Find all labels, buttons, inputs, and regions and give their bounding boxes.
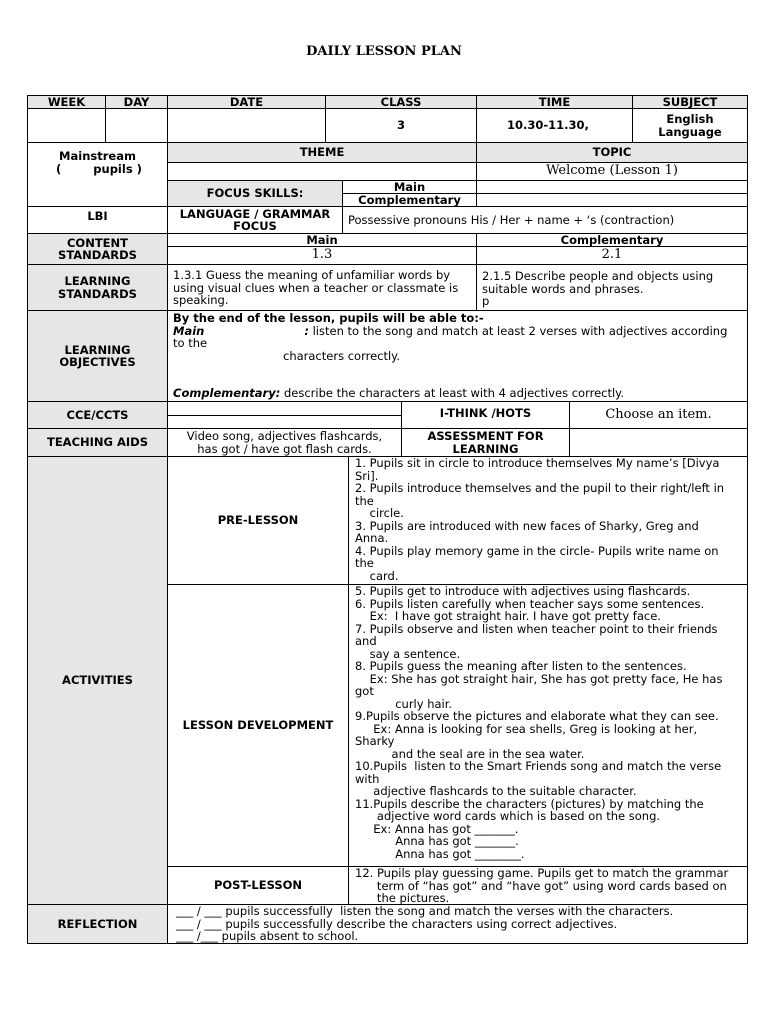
lbi-label: LBI xyxy=(27,206,168,234)
objectives-comp-text: describe the characters at least with 4 adjectives correctly. xyxy=(280,386,625,400)
content-comp-label: Complementary xyxy=(476,233,748,247)
learning-standard-comp[interactable] xyxy=(476,264,748,311)
day-value[interactable] xyxy=(105,108,168,143)
objectives-main-text2: characters correctly. xyxy=(283,348,400,363)
objectives-intro: By the end of the lesson, pupils will be able to:- xyxy=(173,311,484,325)
dev-line: adjective flashcards to the suitable character. xyxy=(355,784,637,798)
post-lesson-content[interactable] xyxy=(348,866,748,905)
date-value[interactable] xyxy=(167,108,326,143)
cce-label: CCE/CCTS xyxy=(27,401,168,429)
subject-line-1: English xyxy=(666,112,714,126)
focus-main-label: Main xyxy=(342,180,477,194)
day-header: DAY xyxy=(105,95,168,109)
learning-objectives-value[interactable] xyxy=(167,310,748,402)
assessment-label: ASSESSMENT FOR LEARNING xyxy=(401,428,570,457)
reflection-label: REFLECTION xyxy=(27,904,168,944)
learning-standard-comp-extra: p xyxy=(482,294,490,308)
dev-line: Anna has got _______. xyxy=(355,834,519,848)
dev-line: Ex: I have got straight hair. I have got pretty face. xyxy=(355,609,661,623)
pre-line: Sri]. xyxy=(355,468,379,483)
class-header: CLASS xyxy=(325,95,477,109)
post-line: the pictures. xyxy=(355,891,450,905)
pre-line: the xyxy=(355,493,374,508)
dev-line: 11.Pupils describe the characters (pictures) by matching the xyxy=(355,796,704,811)
ithink-select[interactable]: Choose an item. xyxy=(569,401,748,429)
topic-header: TOPIC xyxy=(476,142,748,163)
dev-line: adjective word cards which is based on the song. xyxy=(355,809,661,823)
lesson-development-content[interactable] xyxy=(348,584,748,867)
dev-line: Anna has got ________. xyxy=(355,846,525,861)
dev-line: 7. Pupils observe and listen when teacher point to their friends xyxy=(355,621,718,636)
dev-line: curly hair. xyxy=(355,696,453,711)
pre-lesson-label: PRE-LESSON xyxy=(167,456,349,585)
dev-line: Ex: Anna is looking for sea shells, Greg is looking at her, xyxy=(355,721,698,736)
date-header: DATE xyxy=(167,95,326,109)
dev-line: got xyxy=(355,684,374,698)
pre-lesson-content[interactable] xyxy=(348,456,748,585)
page-title: DAILY LESSON PLAN xyxy=(306,44,462,59)
mainstream-cell xyxy=(27,142,168,207)
focus-skills-label: FOCUS SKILLS: xyxy=(167,180,343,207)
mainstream-label: Mainstream xyxy=(59,149,136,163)
grammar-focus-value[interactable]: Possessive pronouns His / Her + name + ‘s (contraction) xyxy=(342,206,748,234)
week-header: WEEK xyxy=(27,95,106,109)
activities-label: ACTIVITIES xyxy=(27,456,168,905)
content-standards-label: CONTENT STANDARDS xyxy=(27,233,168,265)
dev-line: 10.Pupils listen to the Smart Friends song and match the verse xyxy=(355,759,722,773)
objectives-main-label: Main xyxy=(173,323,205,338)
teaching-aids-line-2: has got / have got flash cards. xyxy=(197,441,372,456)
teaching-aids-label: TEACHING AIDS xyxy=(27,428,168,457)
pre-line: the xyxy=(355,556,374,570)
objectives-main-colon: : xyxy=(304,323,309,338)
grammar-focus-label: LANGUAGE / GRAMMAR FOCUS xyxy=(167,206,343,234)
teaching-aids-value[interactable] xyxy=(167,428,402,457)
content-comp-value[interactable]: 2.1 xyxy=(476,246,748,265)
topic-value[interactable]: Welcome (Lesson 1) xyxy=(476,162,748,181)
lesson-development-label: LESSON DEVELOPMENT xyxy=(167,584,349,867)
pre-line: card. xyxy=(355,568,399,583)
post-line: 12. Pupils play guessing game. Pupils get to match the grammar xyxy=(355,866,729,880)
week-value[interactable] xyxy=(27,108,106,143)
reflection-line: ___ / ___ pupils successfully listen the song and match the verses with the characters. xyxy=(176,904,674,918)
dev-line: 5. Pupils get to introduce with adjectives using flashcards. xyxy=(355,584,691,598)
dev-line: Sharky xyxy=(355,734,395,748)
dev-line: 6. Pupils listen carefully when teacher says some sentences. xyxy=(355,596,705,611)
dev-line: Ex: Anna has got _______. xyxy=(355,821,519,836)
assessment-value[interactable] xyxy=(569,428,748,457)
objectives-comp-label: Complementary: xyxy=(173,386,281,400)
post-line: term of “has got” and “have got” using word cards based on xyxy=(355,878,727,893)
focus-main-value[interactable] xyxy=(476,180,748,194)
focus-comp-value[interactable] xyxy=(476,193,748,207)
dev-line: 9.Pupils observe the pictures and elaborate what they can see. xyxy=(355,709,719,723)
content-main-label: Main xyxy=(167,233,477,247)
dev-line: and the seal are in the sea water. xyxy=(355,746,585,761)
cce-value-1[interactable] xyxy=(167,401,402,416)
dev-line: say a sentence. xyxy=(355,646,461,661)
ithink-label: I-THINK /HOTS xyxy=(401,401,570,429)
mainstream-pupils: ( pupils ) xyxy=(56,161,142,176)
time-value[interactable]: 10.30-11.30, xyxy=(476,108,633,143)
content-main-value[interactable]: 1.3 xyxy=(167,246,477,265)
learning-objectives-label: LEARNING OBJECTIVES xyxy=(27,310,168,402)
theme-value[interactable] xyxy=(167,162,477,181)
cce-value-2[interactable] xyxy=(167,415,402,429)
theme-header: THEME xyxy=(167,142,477,163)
subject-value[interactable] xyxy=(632,108,748,143)
pre-line: 3. Pupils are introduced with new faces of Sharky, Greg and xyxy=(355,518,699,533)
class-value[interactable]: 3 xyxy=(325,108,477,143)
subject-header: SUBJECT xyxy=(632,95,748,109)
pre-line: 1. Pupils sit in circle to introduce themselves My name’s [Divya xyxy=(355,456,720,470)
pre-line: 2. Pupils introduce themselves and the pupil to their right/left in xyxy=(355,481,725,495)
dev-line: 8. Pupils guess the meaning after listen to the sentences. xyxy=(355,659,687,673)
pre-line: circle. xyxy=(355,506,404,520)
dev-line: and xyxy=(355,634,377,648)
subject-line-2: Language xyxy=(658,124,722,139)
dev-line: Ex: She has got straight hair, She has got pretty face, He has xyxy=(355,671,723,686)
reflection-line: ___ /___ pupils absent to school. xyxy=(176,929,359,943)
focus-comp-label: Complementary xyxy=(342,193,477,207)
time-header: TIME xyxy=(476,95,633,109)
reflection-content[interactable] xyxy=(167,904,748,944)
learning-standards-label: LEARNING STANDARDS xyxy=(27,264,168,311)
objectives-main-text: listen to the song and match at least 2 verses with adjectives according to the xyxy=(173,323,728,350)
pre-line: 4. Pupils play memory game in the circle- Pupils write name on xyxy=(355,543,719,558)
learning-standard-comp-text: 2.1.5 Describe people and objects using suitable words and phrases. xyxy=(482,269,714,296)
learning-standard-main[interactable]: 1.3.1 Guess the meaning of unfamiliar words by using visual clues when a teacher or classmate is speaking. xyxy=(167,264,477,311)
teaching-aids-line-1: Video song, adjectives flashcards, xyxy=(186,429,383,443)
reflection-line: ___ / ___ pupils successfully describe the characters using correct adjectives. xyxy=(176,916,618,931)
post-lesson-label: POST-LESSON xyxy=(167,866,349,905)
dev-line: with xyxy=(355,771,380,786)
pre-line: Anna. xyxy=(355,531,389,545)
